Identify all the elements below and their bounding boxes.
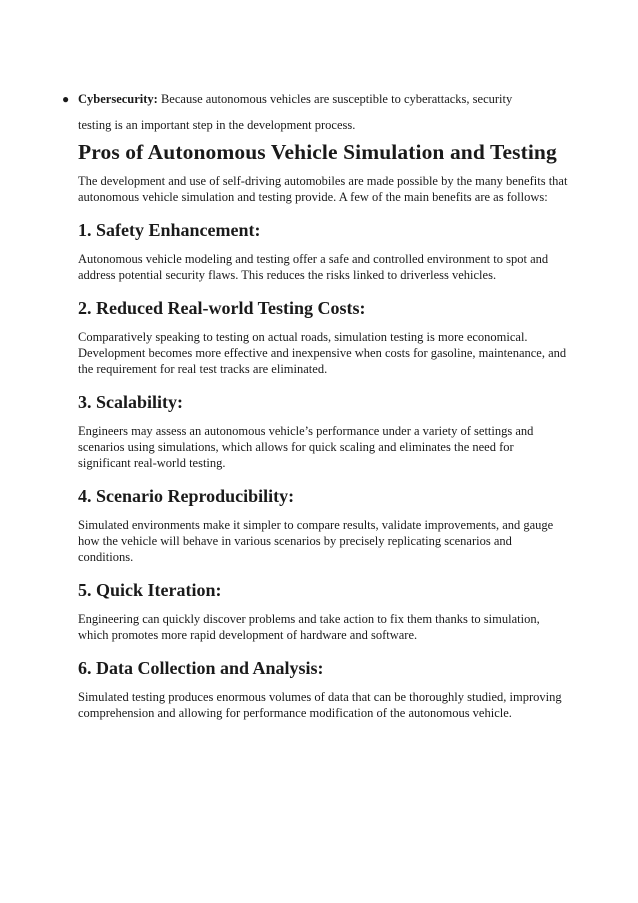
section-reduced-costs <box>78 297 568 377</box>
section-scalability <box>78 391 568 471</box>
section-quick-iteration <box>78 579 568 643</box>
section-data-collection <box>78 657 568 721</box>
section-heading: 2. Reduced Real-world Testing Costs: <box>78 298 366 318</box>
section-heading: 5. Quick Iteration: <box>78 580 222 600</box>
bullet-dot-icon: ● <box>62 92 70 106</box>
section-body: Simulated environments make it simpler to compare results, validate improvements, and gauge how the vehicle will behave in various scenarios by precisely replicating scenarios and conditions. <box>78 518 554 564</box>
document-page <box>62 86 568 735</box>
section-body: Engineering can quickly discover problems and take action to fix them thanks to simulation, which promotes more rapid development of hardware and software. <box>78 612 540 642</box>
section-body: Simulated testing produces enormous volumes of data that can be thoroughly studied, improving comprehension and allowing for performance modification of the autonomous vehicle. <box>78 690 562 720</box>
section-scenario-reproducibility <box>78 485 568 565</box>
bullet-term: Cybersecurity: <box>78 92 158 106</box>
section-heading: 4. Scenario Reproducibility: <box>78 486 295 506</box>
section-heading: 3. Scalability: <box>78 392 184 412</box>
intro-paragraph: The development and use of self-driving automobiles are made possible by the many benefits that autonomous vehicle simulation and testing provide. A few of the main benefits are as follows: <box>78 174 568 204</box>
section-body: Comparatively speaking to testing on actual roads, simulation testing is more economical. Development becomes more effective and inexpensive when costs for gasoline, maintenance, and the requirement for real test tracks are eliminated. <box>78 330 567 376</box>
section-body: Engineers may assess an autonomous vehicle’s performance under a variety of settings and scenarios using simulations, which allows for quick scaling and eliminates the need for significant real-world testing. <box>78 424 534 470</box>
section-heading: 6. Data Collection and Analysis: <box>78 658 324 678</box>
bullet-text-line1: Because autonomous vehicles are susceptible to cyberattacks, security <box>157 92 513 106</box>
bullet-text-line2: testing is an important step in the development process. <box>78 118 356 132</box>
main-heading: Pros of Autonomous Vehicle Simulation and Testing <box>78 140 557 164</box>
section-body: Autonomous vehicle modeling and testing offer a safe and controlled environment to spot and address potential security flaws. This reduces the risks linked to driverless vehicles. <box>78 252 549 282</box>
section-heading: 1. Safety Enhancement: <box>78 220 261 240</box>
bullet-item-cybersecurity <box>62 86 568 138</box>
section-safety-enhancement <box>78 219 568 283</box>
